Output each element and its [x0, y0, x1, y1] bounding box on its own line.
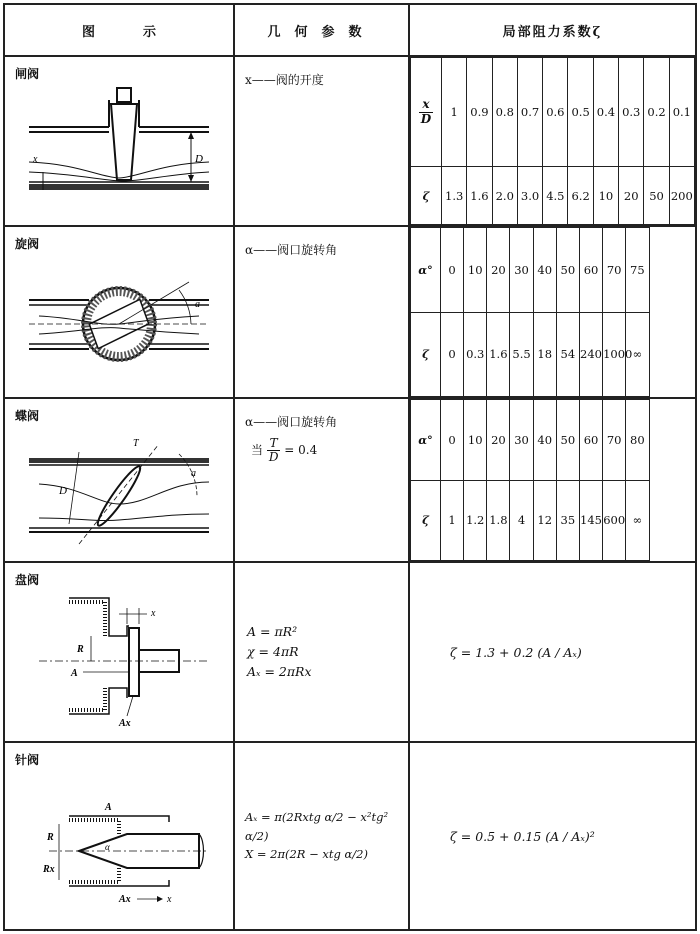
gate-v2-4: 4.5 [543, 167, 568, 225]
needle-x-label: x [167, 894, 172, 905]
header-figure: 图示 [4, 4, 234, 56]
plug-valve-title: 旋阀 [15, 237, 40, 251]
gate-v2-9: 200 [669, 167, 694, 225]
butterfly-coefficient-cell [409, 398, 696, 562]
needle-a-label: A [105, 802, 112, 813]
plug-v1-8: 75 [626, 228, 649, 313]
plug-v1-6: 60 [579, 228, 602, 313]
disc-figure-cell [4, 562, 234, 742]
gate-valve-diagram [19, 82, 219, 212]
disc-valve-diagram [19, 588, 219, 728]
gate-param: x——阀的开度 [245, 73, 324, 87]
row-plug-valve [4, 226, 696, 398]
disc-ax-label: Ax [119, 718, 131, 728]
row-needle-valve [4, 742, 696, 930]
butterfly-v1-6: 60 [579, 400, 602, 481]
disc-geometry [235, 622, 408, 682]
gate-v2-1: 1.6 [467, 167, 492, 225]
row-disc-valve [4, 562, 696, 742]
disc-geo1: A = πR² [247, 624, 298, 639]
plug-v2-3: 5.5 [510, 312, 533, 397]
gate-v2-0: 1.3 [442, 167, 467, 225]
gate-v1-6: 0.4 [593, 58, 618, 167]
plug-v2-0: 0 [441, 312, 464, 397]
butterfly-condition: 当 $\frac{T}{D}$ = 0.4 [251, 436, 318, 465]
plug-figure-cell [4, 226, 234, 398]
plug-v2-7: 1000 [603, 312, 626, 397]
plug-label2: ζ [411, 312, 441, 397]
plug-v2-5: 54 [556, 312, 579, 397]
needle-geo1: Aₓ = π(2Rxtg α/2 − x²tg² α/2) [245, 810, 389, 843]
plug-valve-diagram [19, 252, 219, 382]
plug-coefficient-cell [409, 226, 696, 398]
gate-v1-9: 0.1 [669, 58, 694, 167]
gate-v1-2: 0.8 [492, 58, 517, 167]
butterfly-t-label: T [133, 438, 139, 449]
butterfly-v1-1: 10 [464, 400, 487, 481]
butterfly-empty-2 [649, 480, 695, 561]
butterfly-geometry-cell [234, 398, 409, 562]
gate-v1-4: 0.6 [543, 58, 568, 167]
gate-v1-0: 1 [442, 58, 467, 167]
needle-valve-title: 针阀 [15, 753, 40, 767]
disc-formula: ζ = 1.3 + 0.2 (A / Aₓ) [450, 644, 582, 660]
plug-empty-2 [649, 312, 695, 397]
gate-v1-1: 0.9 [467, 58, 492, 167]
needle-coefficient-cell [409, 742, 696, 930]
gate-valve-title: 闸阀 [15, 67, 40, 81]
needle-geo2: X = 2π(2R − xtg α/2) [245, 847, 368, 862]
gate-coef-subtable [410, 57, 695, 225]
gate-label2: ζ [411, 167, 442, 225]
gate-geometry-cell [234, 56, 409, 226]
header-geometry: 几何参数 [234, 4, 409, 56]
plug-v1-2: 20 [487, 228, 510, 313]
butterfly-figure-cell [4, 398, 234, 562]
plug-v2-6: 240 [579, 312, 602, 397]
plug-param: α——阀口旋转角 [245, 243, 338, 257]
gate-v2-3: 3.0 [517, 167, 542, 225]
disc-valve-title: 盘阀 [15, 573, 40, 587]
plug-label1: α° [411, 228, 441, 313]
gate-coefficient-cell [409, 56, 696, 226]
plug-v1-5: 50 [556, 228, 579, 313]
needle-formula: ζ = 0.5 + 0.15 (A / Aₓ)² [450, 828, 595, 844]
gate-v2-8: 50 [644, 167, 669, 225]
needle-figure-cell [4, 742, 234, 930]
header-coefficient: 局部阻力系数ζ [409, 4, 696, 56]
disc-geo2: χ = 4πR [247, 644, 299, 659]
needle-geometry [235, 808, 408, 863]
needle-ax-label: Ax [119, 894, 131, 905]
gate-v1-3: 0.7 [517, 58, 542, 167]
needle-rx-label: Rx [43, 864, 55, 875]
plug-empty-1 [649, 228, 695, 313]
plug-v2-1: 0.3 [464, 312, 487, 397]
plug-v1-3: 30 [510, 228, 533, 313]
butterfly-v2-0: 1 [441, 480, 464, 561]
gate-v2-5: 6.2 [568, 167, 593, 225]
butterfly-empty-1 [649, 400, 695, 481]
gate-v1-8: 0.2 [644, 58, 669, 167]
butterfly-v1-4: 40 [533, 400, 556, 481]
plug-geometry-cell [234, 226, 409, 398]
gate-figure-cell [4, 56, 234, 226]
plug-v2-2: 1.6 [487, 312, 510, 397]
butterfly-v1-8: 80 [626, 400, 649, 481]
disc-r-label: R [77, 644, 84, 655]
butterfly-v1-7: 70 [603, 400, 626, 481]
butterfly-v1-0: 0 [441, 400, 464, 481]
butterfly-v1-2: 20 [487, 400, 510, 481]
plug-v1-7: 70 [603, 228, 626, 313]
gate-v2-6: 10 [593, 167, 618, 225]
butterfly-valve-title: 蝶阀 [15, 409, 40, 423]
plug-v2-4: 18 [533, 312, 556, 397]
gate-label1: $\frac{x}{D}$ [411, 58, 442, 167]
butterfly-v2-7: 600 [603, 480, 626, 561]
gate-v1-5: 0.5 [568, 58, 593, 167]
needle-geometry-cell [234, 742, 409, 930]
gate-v2-7: 20 [619, 167, 644, 225]
disc-geo3: Aₓ = 2πRx [247, 664, 312, 679]
plug-v1-4: 40 [533, 228, 556, 313]
row-gate-valve [4, 56, 696, 226]
butterfly-v2-3: 4 [510, 480, 533, 561]
butterfly-label1: α° [411, 400, 441, 481]
butterfly-v2-6: 145 [579, 480, 602, 561]
butterfly-v2-4: 12 [533, 480, 556, 561]
butterfly-param: α——阀口旋转角 [245, 415, 338, 429]
butterfly-v2-2: 1.8 [487, 480, 510, 561]
disc-geometry-cell [234, 562, 409, 742]
plug-v1-0: 0 [441, 228, 464, 313]
row-butterfly-valve [4, 398, 696, 562]
disc-x-label: x [151, 608, 156, 619]
plug-coef-subtable [410, 227, 695, 397]
butterfly-v1-5: 50 [556, 400, 579, 481]
gate-x-label: x [33, 154, 38, 165]
disc-coefficient-cell [409, 562, 696, 742]
butterfly-a-label: a [191, 468, 196, 479]
butterfly-valve-diagram [19, 424, 219, 549]
disc-a-label: A [71, 668, 78, 679]
valve-resistance-table [3, 3, 697, 931]
plug-a-label: a [195, 299, 200, 310]
butterfly-v1-3: 30 [510, 400, 533, 481]
butterfly-v2-1: 1.2 [464, 480, 487, 561]
gate-v2-2: 2.0 [492, 167, 517, 225]
butterfly-label2: ζ [411, 480, 441, 561]
butterfly-cond-value: = 0.4 [284, 443, 318, 458]
butterfly-d-label: D [59, 485, 67, 497]
butterfly-v2-8: ∞ [626, 480, 649, 561]
needle-valve-diagram [19, 768, 219, 908]
needle-r-label: R [47, 832, 54, 843]
plug-v1-1: 10 [464, 228, 487, 313]
needle-alpha-label: α [105, 842, 110, 852]
gate-d-label: D [195, 153, 203, 165]
plug-v2-8: ∞ [626, 312, 649, 397]
gate-v1-7: 0.3 [619, 58, 644, 167]
butterfly-v2-5: 35 [556, 480, 579, 561]
butterfly-cond-prefix: 当 [251, 443, 264, 458]
butterfly-coef-subtable [410, 399, 695, 561]
